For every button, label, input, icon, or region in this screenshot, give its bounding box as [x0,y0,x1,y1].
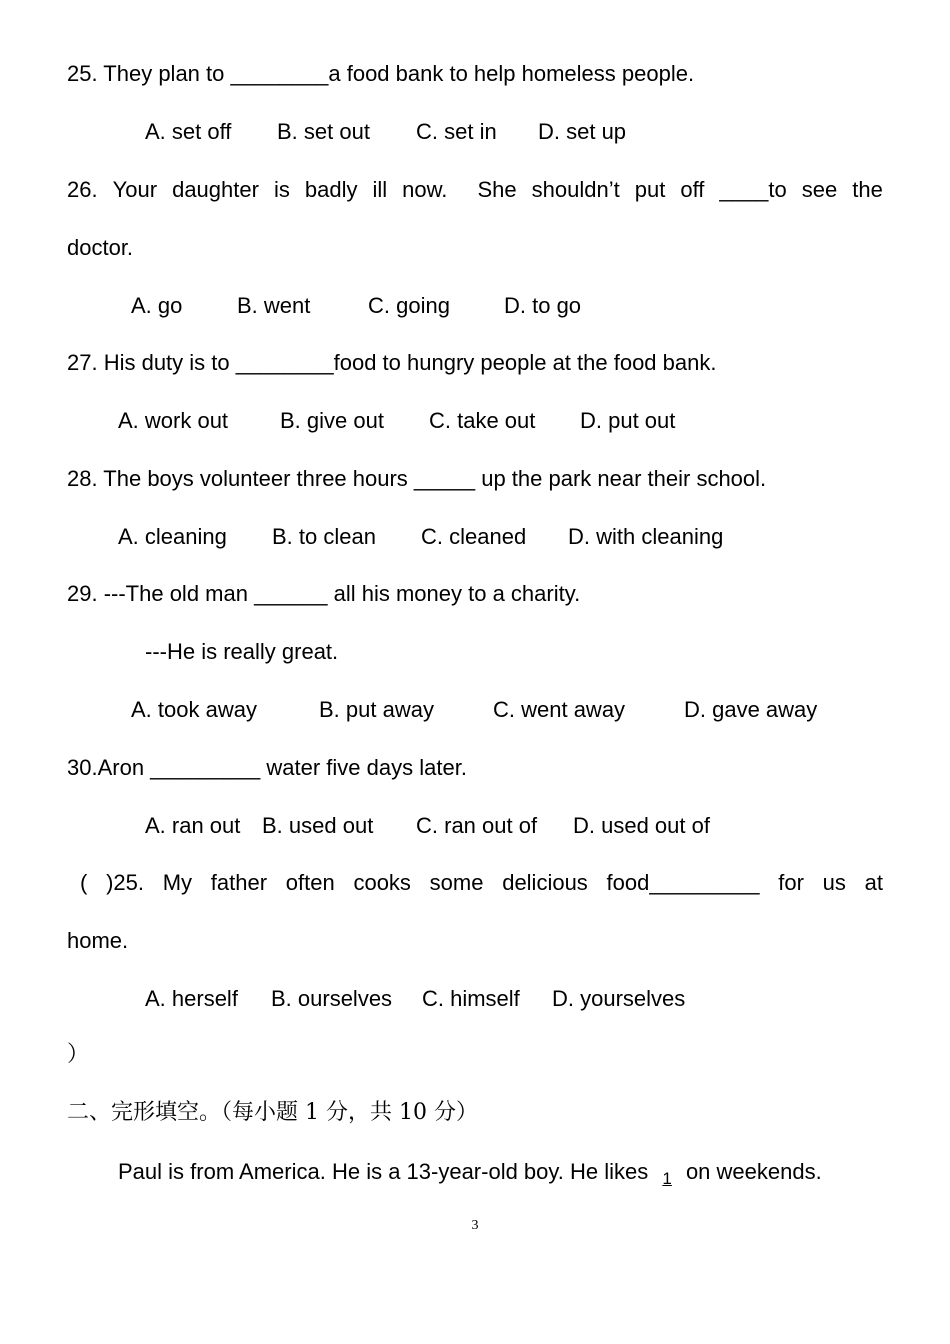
option-d: D. used out of [573,813,710,838]
word: She [477,177,517,202]
question-25-stem: 25. They plan to ________a food bank to help homeless people. [67,61,695,86]
word: us [822,870,846,895]
word: father [210,870,268,895]
blank-number: 1 [662,1169,672,1188]
paragraph-text-start: Paul is from America. He is a 13-year-old boy. He likes [118,1159,655,1184]
word: now. [402,177,448,202]
option-c: C. ran out of [416,813,538,838]
word: often [285,870,335,895]
question-28-stem: 28. The boys volunteer three hours _____ up the park near their school. [67,466,767,491]
option-c: C. set in [416,119,497,144]
option-b: B. went [237,293,311,318]
word: ( [80,870,88,895]
option-a: A. herself [145,986,238,1011]
question-26-stem [67,176,883,204]
word: 26. [67,177,98,202]
word: ____to [719,177,787,202]
word: at [864,870,883,895]
option-d: D. gave away [684,697,818,722]
option-d: D. yourselves [552,986,686,1011]
paragraph-text-end: on weekends. [679,1159,822,1184]
cloze-paragraph [118,1158,822,1188]
option-a: A. go [131,293,183,318]
option-b: B. put away [319,697,434,722]
word: cooks [353,870,411,895]
option-c: C. take out [429,408,536,433]
option-c: C. went away [493,697,626,722]
question-26-stem-end: doctor. [67,235,134,260]
word: put [634,177,666,202]
option-d: D. to go [504,293,582,318]
option-c: C. cleaned [421,524,527,549]
page-number: 3 [471,1218,479,1233]
word: delicious [502,870,588,895]
word: )25. [106,870,144,895]
word: is [273,177,290,202]
question-29-reply: ---He is really great. [145,639,339,664]
option-b: B. set out [277,119,370,144]
option-d: D. set up [538,119,627,144]
closing-parenthesis: ） [67,1042,90,1067]
word: see [801,177,838,202]
section-heading: 二、完形填空。（每小题 1 分，共 10 分） [67,1100,478,1125]
option-a: A. work out [118,408,229,433]
word: the [852,177,883,202]
option-d: D. with cleaning [568,524,724,549]
question-30-stem: 30.Aron _________ water five days later. [67,755,467,780]
option-c: C. himself [422,986,520,1011]
option-b: B. used out [262,813,374,838]
option-a: A. ran out [145,813,241,838]
word: Your [112,177,158,202]
word: for [778,870,804,895]
question-29-stem: 29. ---The old man ______ all his money to a charity. [67,581,581,606]
question-25b-stem [80,869,883,897]
word: ill [372,177,388,202]
question-25b-stem-end: home. [67,928,129,953]
option-c: C. going [368,293,450,318]
option-a: A. cleaning [118,524,227,549]
question-27-stem: 27. His duty is to ________food to hungry people at the food bank. [67,350,717,375]
word: some [429,870,484,895]
option-b: B. give out [280,408,384,433]
word: daughter [172,177,259,202]
option-b: B. to clean [272,524,376,549]
word: badly [304,177,358,202]
word: off [680,177,705,202]
option-a: A. took away [131,697,257,722]
option-b: B. ourselves [271,986,393,1011]
word: shouldn’t [531,177,620,202]
option-a: A. set off [145,119,232,144]
word: food_________ [606,870,760,895]
word: My [162,870,193,895]
option-d: D. put out [580,408,676,433]
